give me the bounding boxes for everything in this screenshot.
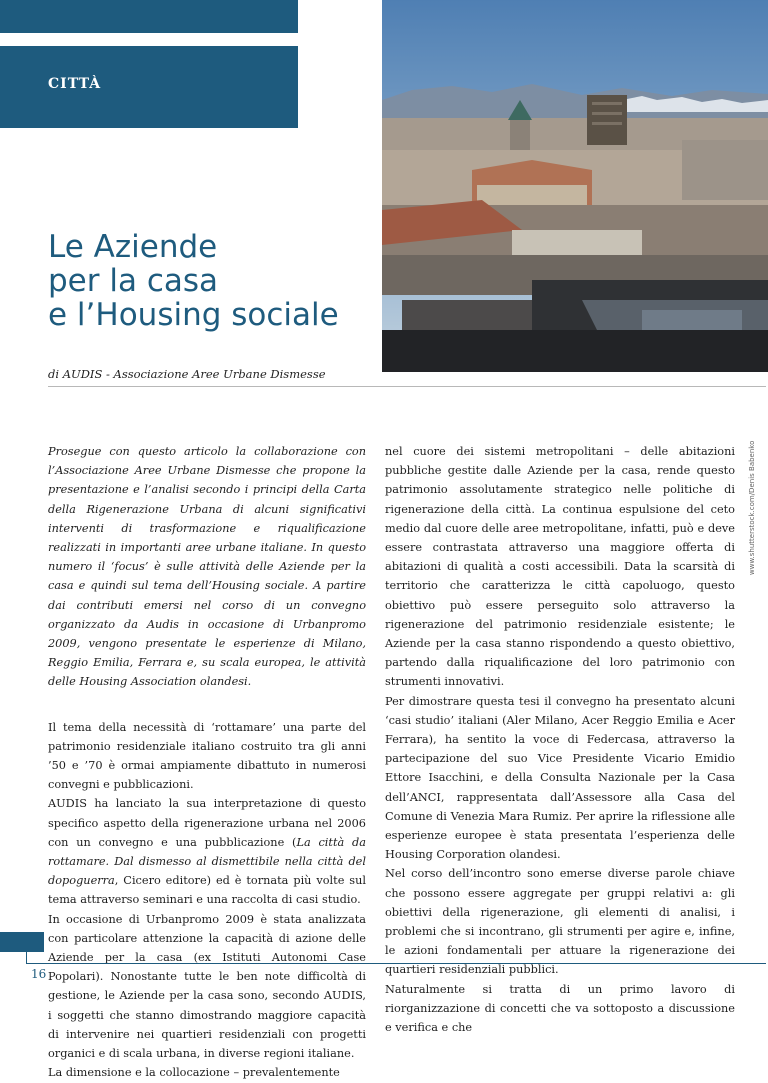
body-paragraph: nel cuore dei sistemi metropolitani – delle abitazioni pubbliche gestite dalle Aziende per la casa, rende questo patrimonio assolutamente strategico nelle politiche di rigenerazione della città. La continua espulsione del ceto medio dal cuore delle aree metropolitane, infatti, può e deve essere contrastata attraverso una maggiore offerta di abitazioni di qualità a costi accessibili. Data la scarsità di territorio che caratterizza le città capoluogo, questo obiettivo può essere perseguito solo attraverso la rigenerazione del patrimonio residenziale esistente; le Aziende per la casa stanno rispondendo a questo obiettivo, partendo dalla riqualificazione del loro patrimonio con strumenti innovativi. <box>385 445 735 689</box>
book-title: La città da rottamare. Dal dismesso al dismettibile nella città del dopoguerra <box>48 835 366 888</box>
section-label: CITTÀ <box>48 76 102 92</box>
header-top-bar <box>0 0 298 33</box>
byline: di AUDIS - Associazione Aree Urbane Dismesse <box>48 367 326 381</box>
body-paragraph: In occasione di Urbanpromo 2009 è stata analizzata con particolare attenzione la capacità di azione delle Aziende per la casa (ex Istituti Autonomi Case Popolari). Nonostante tutte le ben note difficoltà di gestione, le Aziende per la casa sono, secondo AUDIS, i soggetti che stanno dimostrando maggiore capacità di intervenire nei quartieri residenziali con progetti organici e di scala urbana, in diverse regioni italiane. <box>48 912 366 1061</box>
footer-rule <box>26 963 766 964</box>
title-line-3: e l’Housing sociale <box>48 297 339 333</box>
body-paragraph: Il tema della necessità di ‘rottamare’ una parte del patrimonio residenziale italiano costruito tra gli anni ’50 e ’70 è ormai ampiamente dibattuto in numerosi convegni e pubblicazioni. <box>48 720 366 792</box>
left-column <box>48 442 366 1083</box>
body-paragraph: Naturalmente si tratta di un primo lavoro di riorganizzazione di concetti che va sottoposto a discussione e verifica e che <box>385 982 735 1035</box>
audis-text-before: AUDIS ha lanciato la sua interpretazione di questo specifico aspetto della rigenerazione urbana nel 2006 con un convegno e una pubblicazione ( <box>48 797 366 849</box>
photo-credit: www.shutterstock.com/Denis Babenko <box>748 440 756 575</box>
footer-color-mark <box>0 932 44 952</box>
body-paragraph: La dimensione e la collocazione – prevalentemente <box>48 1066 340 1080</box>
header-divider <box>48 386 766 387</box>
body-paragraph <box>48 794 366 909</box>
article-title <box>48 230 339 332</box>
title-line-2: per la casa <box>48 263 219 299</box>
page-number: 16 <box>31 967 47 981</box>
intro-paragraph: Prosegue con questo articolo la collaborazione con l’Associazione Aree Urbane Dismesse che propone la presentazione e l’analisi secondo i principi della Carta della Rigenerazione Urbana di alcuni significativi interventi di trasformazione e riqualificazione realizzati in importanti aree urbane italiane. In questo numero il ‘focus’ è sulle attività delle Aziende per la casa e quindi sul tema dell’Housing sociale. A partire dai contributi emersi nel corso di un convegno organizzato da Audis in occasione di Urbanpromo 2009, vengono presentate le esperienze di Milano, Reggio Emilia, Ferrara e, su scala europea, le attività delle Housing Association olandesi. <box>48 445 366 689</box>
body-paragraph: Per dimostrare questa tesi il convegno ha presentato alcuni ‘casi studio’ italiani (Aler Milano, Acer Reggio Emilia e Acer Ferrara), ha sentito la voce di Federcasa, attraverso la partecipazione del suo Vice Presidente Vicario Emidio Ettore Isacchini, e della Consulta Nazionale per la Casa dell’ANCI, rappresentata dall’Assessore alla Casa del Comune di Venezia Mara Rumiz. Per aprire la riflessione alle esperienze europee è stata presentata l’esperienza delle Housing Corporation olandesi. <box>385 694 735 862</box>
section-band <box>0 46 298 128</box>
title-line-1: Le Aziende <box>48 229 218 265</box>
body-paragraph: Nel corso dell’incontro sono emerse diverse parole chiave che possono essere aggregate per gruppi relativi a: gli obiettivi della rigenerazione, gli elementi di analisi, i problemi che si incontrano, gli strumenti per agire e, infine, le azioni fondamentali per attuare la rigenerazione dei quartieri residenziali pubblici. <box>385 867 735 977</box>
audis-text-after: , Cicero editore) ed è tornata più volte sul tema attraverso seminari e una raccolta di casi studio. <box>48 874 366 907</box>
right-column <box>385 442 735 1037</box>
city-skyline-photo <box>382 0 768 372</box>
